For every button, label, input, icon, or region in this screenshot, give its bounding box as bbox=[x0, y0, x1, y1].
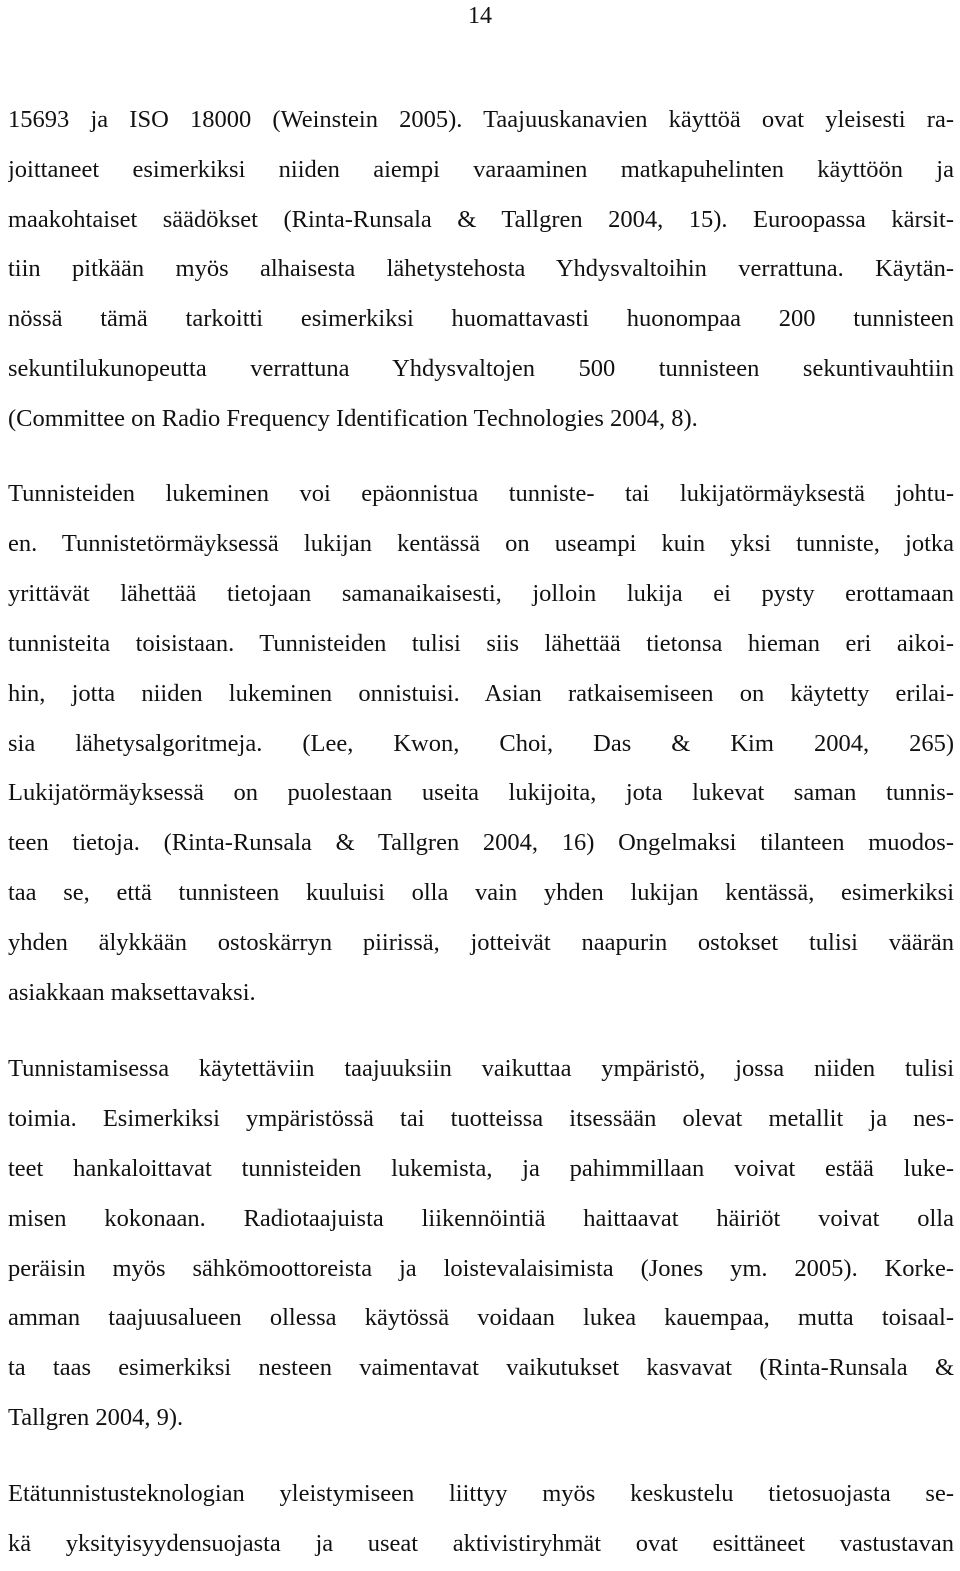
text-line: hin, jotta niiden lukeminen onnistuisi. Asian ratkaisemiseen on käytetty erilai- bbox=[8, 680, 954, 707]
text-line: nössä tämä tarkoitti esimerkiksi huomattavasti huonompaa 200 tunnisteen bbox=[8, 305, 954, 332]
text-line: peräisin myös sähkömoottoreista ja loistevalaisimista (Jones ym. 2005). Korke- bbox=[8, 1255, 954, 1282]
text-line: toimia. Esimerkiksi ympäristössä tai tuotteissa itsessään olevat metallit ja nes- bbox=[8, 1105, 954, 1132]
text-line: yhden älykkään ostoskärryn piirissä, jotteivät naapurin ostokset tulisi väärän bbox=[8, 929, 954, 956]
text-line: teen tietoja. (Rinta-Runsala & Tallgren 2004, 16) Ongelmaksi tilanteen muodos- bbox=[8, 829, 954, 856]
text-line: asiakkaan maksettavaksi. bbox=[8, 979, 256, 1006]
text-line: tiin pitkään myös alhaisesta lähetystehosta Yhdysvaltoihin verrattuna. Käytän- bbox=[8, 255, 954, 282]
text-line: sekuntilukunopeutta verrattuna Yhdysvaltojen 500 tunnisteen sekuntivauhtiin bbox=[8, 355, 954, 382]
page-number: 14 bbox=[468, 3, 492, 29]
text-line: sia lähetysalgoritmeja. (Lee, Kwon, Choi, Das & Kim 2004, 265) bbox=[8, 730, 954, 757]
text-line: taa se, että tunnisteen kuuluisi olla vain yhden lukijan kentässä, esimerkiksi bbox=[8, 879, 954, 906]
text-line: 15693 ja ISO 18000 (Weinstein 2005). Taajuuskanavien käyttöä ovat yleisesti ra- bbox=[8, 106, 954, 133]
text-line: tunnisteita toisistaan. Tunnisteiden tulisi siis lähettää tietonsa hieman eri aikoi- bbox=[8, 630, 954, 657]
text-line: maakohtaiset säädökset (Rinta-Runsala & Tallgren 2004, 15). Euroopassa kärsit- bbox=[8, 206, 954, 233]
text-line: Etätunnistusteknologian yleistymiseen liittyy myös keskustelu tietosuojasta se- bbox=[8, 1480, 954, 1507]
text-line: Tunnistamisessa käytettäviin taajuuksiin vaikuttaa ympäristö, jossa niiden tulisi bbox=[8, 1055, 954, 1082]
text-line: misen kokonaan. Radiotaajuista liikennöintiä haittaavat häiriöt voivat olla bbox=[8, 1205, 954, 1232]
text-line: kä yksityisyydensuojasta ja useat aktivistiryhmät ovat esittäneet vastustavan bbox=[8, 1530, 954, 1557]
text-line: Tunnisteiden lukeminen voi epäonnistua tunniste- tai lukijatörmäyksestä johtu- bbox=[8, 480, 954, 507]
text-line: Tallgren 2004, 9). bbox=[8, 1404, 184, 1431]
text-line: en. Tunnistetörmäyksessä lukijan kentässä on useampi kuin yksi tunniste, jotka bbox=[8, 530, 954, 557]
text-line: Lukijatörmäyksessä on puolestaan useita lukijoita, jota lukevat saman tunnis- bbox=[8, 779, 954, 806]
text-line: yrittävät lähettää tietojaan samanaikaisesti, jolloin lukija ei pysty erottamaan bbox=[8, 580, 954, 607]
text-line: amman taajuusalueen ollessa käytössä voidaan lukea kauempaa, mutta toisaal- bbox=[8, 1304, 954, 1331]
text-line: joittaneet esimerkiksi niiden aiempi varaaminen matkapuhelinten käyttöön ja bbox=[8, 156, 954, 183]
text-line: (Committee on Radio Frequency Identification Technologies 2004, 8). bbox=[8, 405, 698, 432]
text-line: teet hankaloittavat tunnisteiden lukemista, ja pahimmillaan voivat estää luke- bbox=[8, 1155, 954, 1182]
text-line: ta taas esimerkiksi nesteen vaimentavat vaikutukset kasvavat (Rinta-Runsala & bbox=[8, 1354, 954, 1381]
